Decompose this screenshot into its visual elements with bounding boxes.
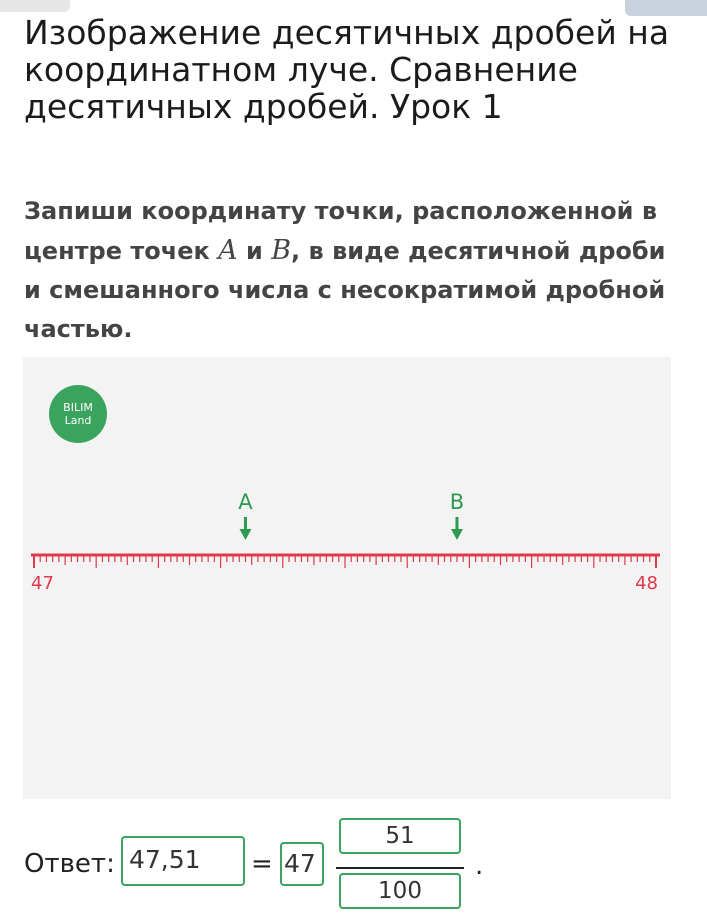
variable-b: B [271, 235, 292, 266]
lesson-title: Изображение десятичных дробей на координатном луче. Сравнение десятичных дробей. Урок 1 [24, 13, 670, 126]
equals-sign: = [251, 849, 273, 879]
logo-text-line1: BILIM [63, 401, 93, 414]
answer-period: . [475, 851, 484, 881]
point-a-arrow-head [239, 529, 251, 540]
point-b-arrow-head [451, 529, 463, 540]
variable-a: A [218, 235, 238, 266]
axis-ticks [34, 555, 656, 568]
number-line-diagram [23, 357, 671, 799]
axis-end-label: 48 [635, 573, 658, 594]
answer-row [0, 815, 707, 915]
task-text-part2: , в виде десятичной дроби и смешанного числа с несократимой дробной частью. [24, 237, 666, 343]
fraction-line [336, 867, 464, 869]
numerator-input[interactable]: 51 [339, 818, 461, 854]
point-b-marker [450, 490, 464, 540]
denominator-input[interactable]: 100 [339, 873, 461, 909]
top-tab-left [0, 0, 70, 12]
point-b-label: B [449, 490, 465, 514]
task-text-and: и [237, 237, 272, 265]
number-line-svg [23, 357, 671, 799]
whole-part-input[interactable]: 47 [280, 842, 324, 886]
point-a-label: A [238, 490, 253, 514]
logo-text-line2: Land [64, 414, 92, 427]
task-text-part1: Запиши координату точки, расположенной в центре точек [24, 197, 657, 265]
point-a-marker [238, 490, 253, 540]
axis-start-label: 47 [31, 573, 54, 594]
bilim-land-logo [49, 385, 107, 443]
decimal-answer-input[interactable]: 47,51 [121, 836, 245, 886]
task-text [24, 192, 674, 349]
answer-label: Ответ: [24, 849, 115, 879]
